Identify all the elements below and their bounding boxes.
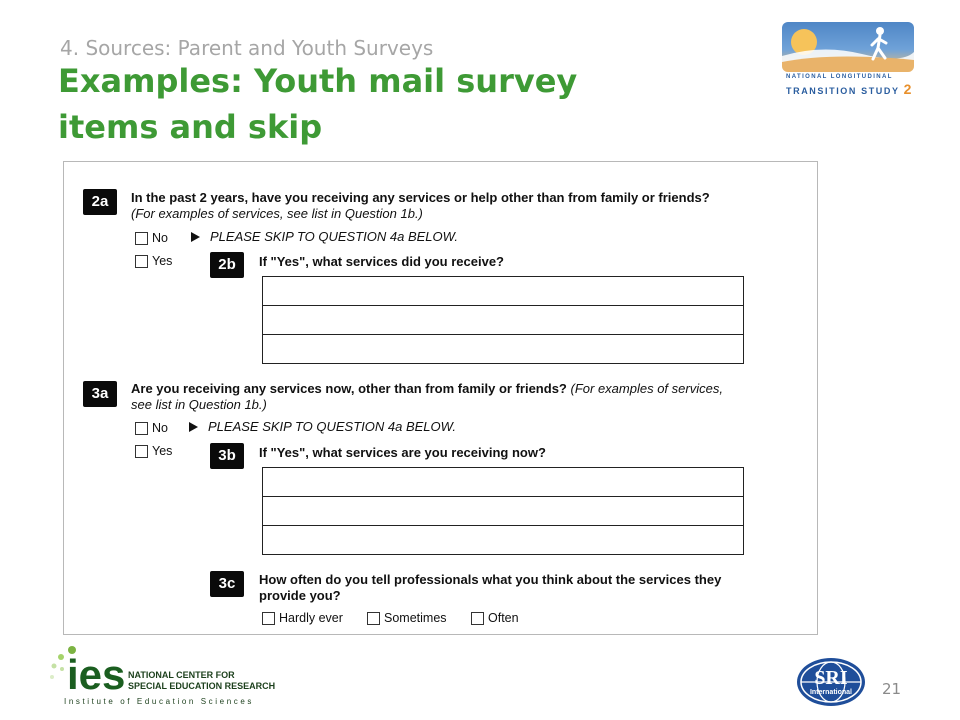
option-label: Often <box>488 611 519 625</box>
nlts2-logo-emblem <box>782 22 914 72</box>
question-2b-text: If "Yes", what services did you receive? <box>259 254 504 269</box>
question-2b-badge: 2b <box>210 252 244 278</box>
question-3a-option-no[interactable] <box>135 421 168 435</box>
question-3b-text: If "Yes", what services are you receiving now? <box>259 445 546 460</box>
walker-sun-icon <box>782 22 914 72</box>
sri-text: SRI <box>814 667 848 689</box>
answer-line <box>263 525 743 526</box>
answer-line <box>263 305 743 306</box>
question-2a-stem: In the past 2 years, have you receiving any services or help other than from family or friends? <box>131 190 710 205</box>
slide-title: Examples: Youth mail survey items and skip <box>58 62 578 146</box>
option-label: Hardly ever <box>279 611 343 625</box>
sri-subtext: International <box>809 689 853 696</box>
ies-line1: NATIONAL CENTER FOR <box>128 670 235 680</box>
answer-line <box>263 334 743 335</box>
question-3a-text <box>131 381 741 413</box>
checkbox[interactable] <box>262 612 275 625</box>
question-3a-stem: Are you receiving any services now, other than from family or friends? <box>131 381 567 396</box>
checkbox[interactable] <box>135 422 148 435</box>
answer-line <box>263 496 743 497</box>
arrow-right-icon <box>191 232 200 242</box>
question-3a-badge: 3a <box>83 381 117 407</box>
slide-subtitle: 4. Sources: Parent and Youth Surveys <box>60 36 434 60</box>
nlts2-logo-line1: NATIONAL LONGITUDINAL <box>786 74 893 80</box>
question-3c-option-sometimes[interactable] <box>367 611 447 625</box>
question-2a-note: (For examples of services, see list in Question 1b.) <box>131 206 423 221</box>
ies-logo-graphic <box>48 644 308 708</box>
option-label: Yes <box>152 254 173 268</box>
option-label: No <box>152 421 168 435</box>
sri-globe-icon <box>795 656 869 708</box>
question-2a-option-yes[interactable] <box>135 254 172 268</box>
question-3c-badge: 3c <box>210 571 244 597</box>
question-2a-option-no[interactable] <box>135 231 168 245</box>
question-3c-text: How often do you tell professionals what you think about the services they provide you? <box>259 572 722 603</box>
ies-line2: SPECIAL EDUCATION RESEARCH <box>128 681 276 691</box>
ies-wordmark: ies <box>67 651 126 698</box>
sri-international-logo <box>795 656 869 708</box>
option-label: No <box>152 231 168 245</box>
question-2a-text <box>131 190 791 222</box>
question-2a-badge: 2a <box>83 189 117 215</box>
survey-form-excerpt <box>63 161 818 635</box>
skip-text: PLEASE SKIP TO QUESTION 4a BELOW. <box>210 229 459 244</box>
checkbox[interactable] <box>471 612 484 625</box>
question-3a-option-yes[interactable] <box>135 444 172 458</box>
question-3a-note: (For examples of services, see list in Question 1b.) <box>131 381 723 412</box>
ies-logo <box>48 644 308 708</box>
nlts2-logo-line2 <box>786 81 913 97</box>
option-label: Sometimes <box>384 611 447 625</box>
question-3b-badge: 3b <box>210 443 244 469</box>
nlts2-logo-line2-text: TRANSITION STUDY <box>786 86 900 96</box>
question-3c-option-hardly-ever[interactable] <box>262 611 343 625</box>
question-2b-answer-box[interactable] <box>262 276 744 364</box>
ies-tagline: Institute of Education Sciences <box>64 697 254 706</box>
checkbox[interactable] <box>135 232 148 245</box>
option-label: Yes <box>152 444 173 458</box>
checkbox[interactable] <box>135 445 148 458</box>
arrow-right-icon <box>189 422 198 432</box>
question-3c-option-often[interactable] <box>471 611 519 625</box>
nlts2-logo-digit: 2 <box>903 81 913 97</box>
checkbox[interactable] <box>135 255 148 268</box>
page-number: 21 <box>882 680 902 698</box>
question-3a-skip-instruction <box>189 419 456 434</box>
nlts2-logo <box>782 22 914 97</box>
checkbox[interactable] <box>367 612 380 625</box>
question-3b-answer-box[interactable] <box>262 467 744 555</box>
skip-text: PLEASE SKIP TO QUESTION 4a BELOW. <box>208 419 457 434</box>
question-2a-skip-instruction <box>191 229 458 244</box>
